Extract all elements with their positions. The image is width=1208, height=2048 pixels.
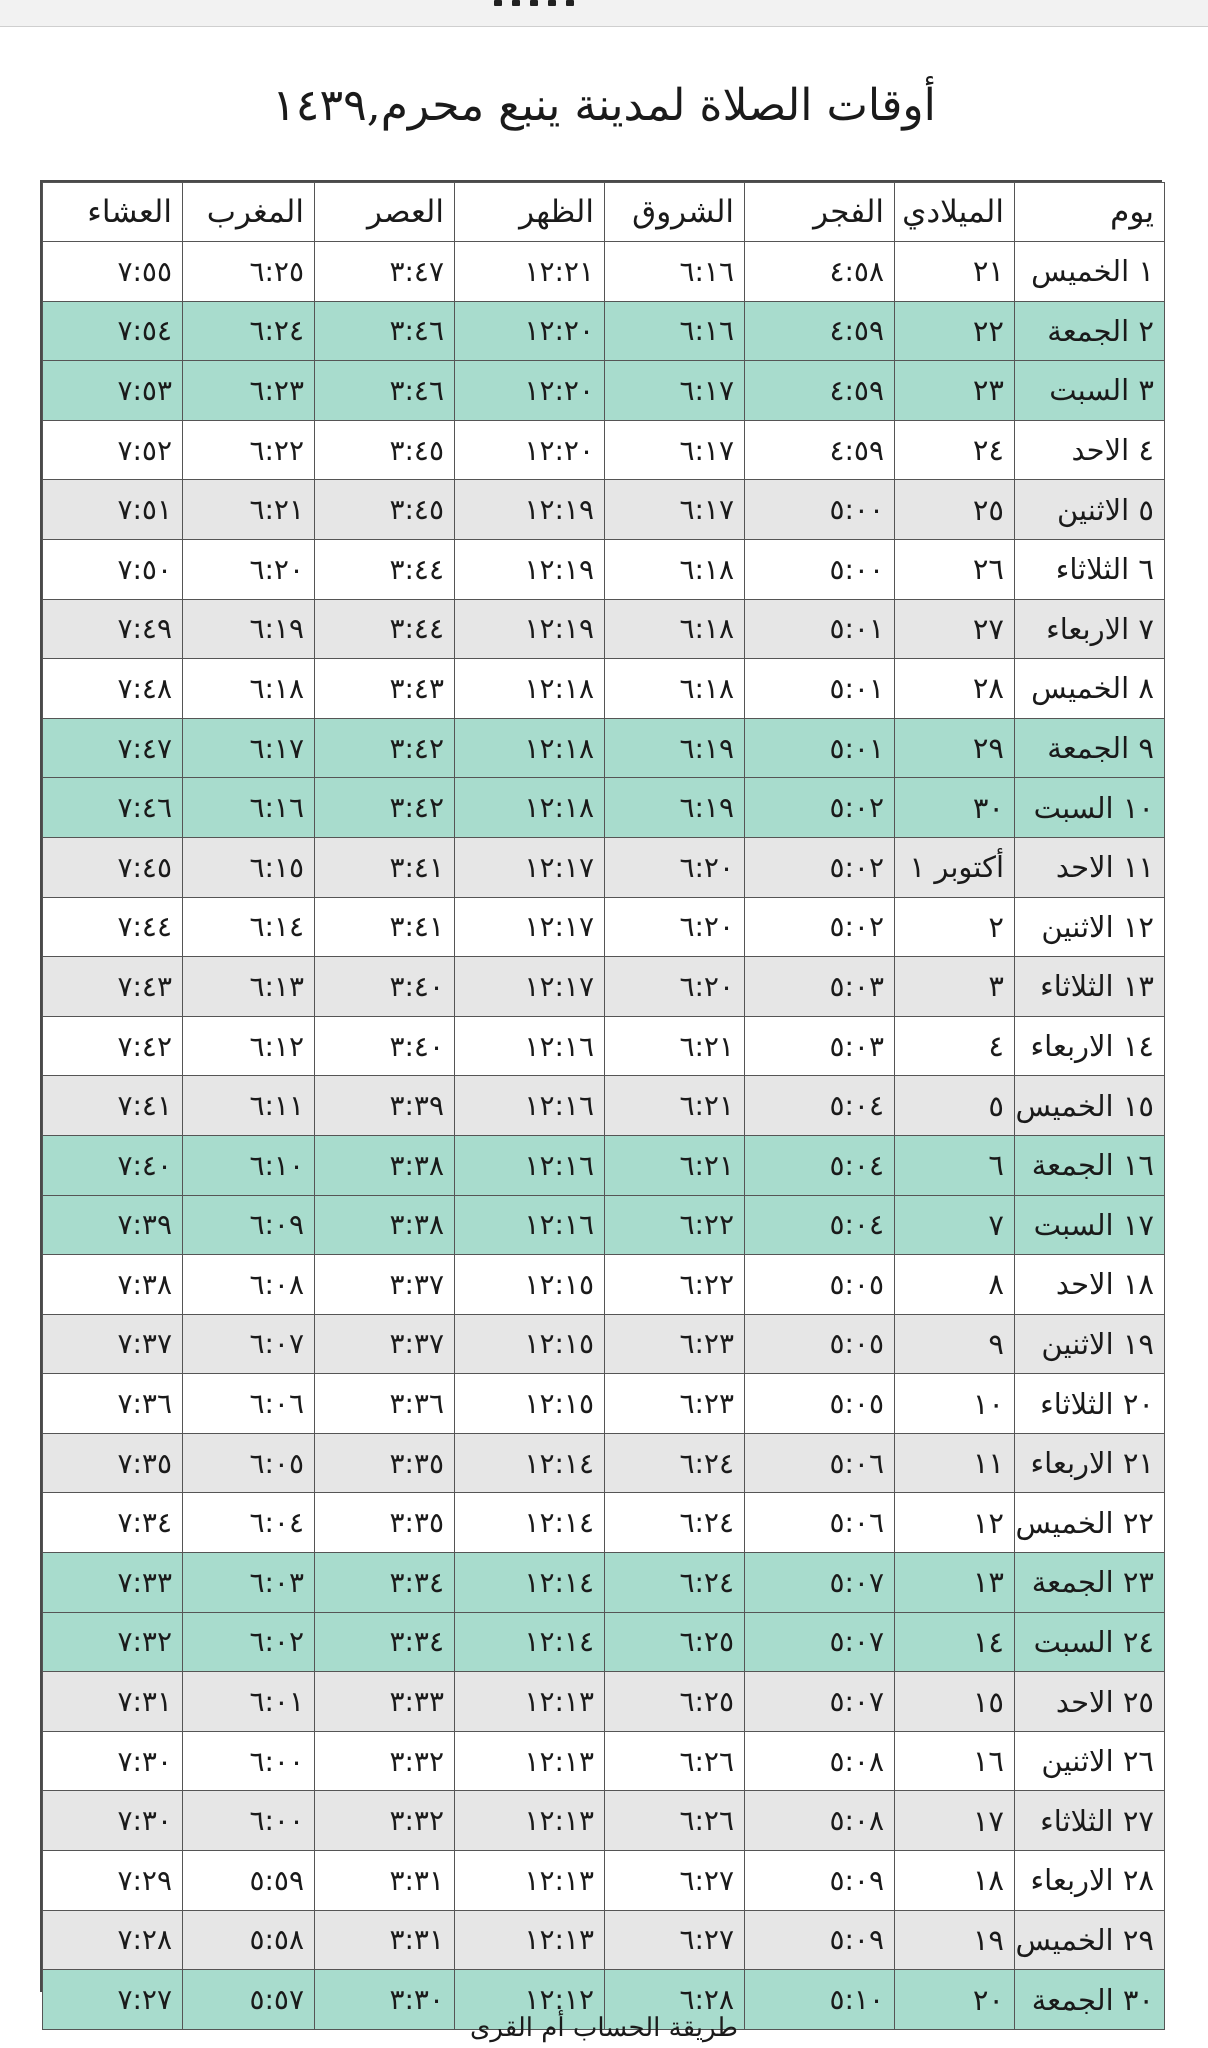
- top-bar: [0, 0, 1208, 27]
- cell-fajr: ٤:٥٩: [745, 361, 895, 421]
- cell-shuruq: ٦:١٦: [605, 242, 745, 302]
- table-row: [43, 301, 1165, 361]
- cell-fajr: ٥:٠٥: [745, 1374, 895, 1434]
- cell-asr: ٣:٤١: [315, 837, 455, 897]
- cell-maghrib: ٦:١٧: [183, 718, 315, 778]
- table-row: [43, 718, 1165, 778]
- cell-day: ٢٩ الخميس: [1015, 1910, 1165, 1970]
- cell-day: ١٠ السبت: [1015, 778, 1165, 838]
- cell-maghrib: ٦:٠٠: [183, 1791, 315, 1851]
- cell-shuruq: ٦:٢٤: [605, 1433, 745, 1493]
- cell-gregorian: ٣٠: [895, 778, 1015, 838]
- cell-asr: ٣:٣٩: [315, 1076, 455, 1136]
- cell-shuruq: ٦:٢٠: [605, 957, 745, 1017]
- cell-shuruq: ٦:١٧: [605, 420, 745, 480]
- cell-dhuhr: ١٢:١٤: [455, 1612, 605, 1672]
- cell-gregorian: ٢٨: [895, 659, 1015, 719]
- table-row: [43, 957, 1165, 1017]
- header-shuruq: الشروق: [605, 183, 745, 242]
- cell-asr: ٣:٤٧: [315, 242, 455, 302]
- cell-dhuhr: ١٢:١٨: [455, 778, 605, 838]
- cell-dhuhr: ١٢:١٧: [455, 837, 605, 897]
- table-row: [43, 1433, 1165, 1493]
- cell-maghrib: ٥:٥٩: [183, 1851, 315, 1911]
- cell-isha: ٧:٣١: [43, 1672, 183, 1732]
- cell-dhuhr: ١٢:١٣: [455, 1731, 605, 1791]
- cell-fajr: ٥:٠٣: [745, 1016, 895, 1076]
- cell-dhuhr: ١٢:٢١: [455, 242, 605, 302]
- cell-maghrib: ٦:٠٨: [183, 1255, 315, 1315]
- cell-fajr: ٤:٥٨: [745, 242, 895, 302]
- cell-dhuhr: ١٢:١٣: [455, 1851, 605, 1911]
- cell-day: ١ الخميس: [1015, 242, 1165, 302]
- cell-maghrib: ٦:١٨: [183, 659, 315, 719]
- cell-isha: ٧:٢٧: [43, 1970, 183, 2030]
- cell-gregorian: ٢٦: [895, 539, 1015, 599]
- cell-asr: ٣:٣٧: [315, 1314, 455, 1374]
- table-row: [43, 837, 1165, 897]
- table-row: [43, 778, 1165, 838]
- cell-gregorian: ١٤: [895, 1612, 1015, 1672]
- cell-shuruq: ٦:١٧: [605, 480, 745, 540]
- cell-asr: ٣:٣٥: [315, 1433, 455, 1493]
- cell-asr: ٣:٤٢: [315, 718, 455, 778]
- cell-isha: ٧:٥٤: [43, 301, 183, 361]
- cell-gregorian: ٧: [895, 1195, 1015, 1255]
- table-row: [43, 1195, 1165, 1255]
- cell-maghrib: ٦:٢١: [183, 480, 315, 540]
- cell-shuruq: ٦:٢٢: [605, 1255, 745, 1315]
- cell-fajr: ٤:٥٩: [745, 301, 895, 361]
- cell-day: ١٧ السبت: [1015, 1195, 1165, 1255]
- cell-fajr: ٥:٠٢: [745, 837, 895, 897]
- cell-day: ٤ الاحد: [1015, 420, 1165, 480]
- cell-day: ٩ الجمعة: [1015, 718, 1165, 778]
- cell-maghrib: ٦:٠١: [183, 1672, 315, 1732]
- cell-asr: ٣:٣٦: [315, 1374, 455, 1434]
- header-maghrib: المغرب: [183, 183, 315, 242]
- cell-fajr: ٥:٠٠: [745, 539, 895, 599]
- cell-fajr: ٥:٠٣: [745, 957, 895, 1017]
- cell-isha: ٧:٥٠: [43, 539, 183, 599]
- page-title: أوقات الصلاة لمدينة ينبع محرم,١٤٣٩: [272, 80, 936, 131]
- cell-day: ١١ الاحد: [1015, 837, 1165, 897]
- cell-dhuhr: ١٢:٢٠: [455, 361, 605, 421]
- header-dhuhr: الظهر: [455, 183, 605, 242]
- cell-gregorian: ١٠: [895, 1374, 1015, 1434]
- cell-isha: ٧:٣٠: [43, 1791, 183, 1851]
- cell-day: ٢٨ الاربعاء: [1015, 1851, 1165, 1911]
- cell-asr: ٣:٤٠: [315, 1016, 455, 1076]
- cell-shuruq: ٦:١٦: [605, 301, 745, 361]
- cell-maghrib: ٦:٠٩: [183, 1195, 315, 1255]
- cell-fajr: ٥:٠٧: [745, 1672, 895, 1732]
- cell-isha: ٧:٥٢: [43, 420, 183, 480]
- cell-isha: ٧:٣٣: [43, 1553, 183, 1613]
- cell-shuruq: ٦:١٧: [605, 361, 745, 421]
- cell-shuruq: ٦:٢٣: [605, 1374, 745, 1434]
- cell-day: ١٣ الثلاثاء: [1015, 957, 1165, 1017]
- cell-dhuhr: ١٢:١٣: [455, 1910, 605, 1970]
- cell-fajr: ٥:٠٧: [745, 1612, 895, 1672]
- table-row: [43, 1553, 1165, 1613]
- cell-asr: ٣:٣٧: [315, 1255, 455, 1315]
- table-row: [43, 1910, 1165, 1970]
- header-fajr: الفجر: [745, 183, 895, 242]
- top-bar-fragment: [486, 0, 582, 8]
- cell-asr: ٣:٤٤: [315, 599, 455, 659]
- cell-asr: ٣:٣١: [315, 1851, 455, 1911]
- cell-day: ٢٢ الخميس: [1015, 1493, 1165, 1553]
- cell-dhuhr: ١٢:١٩: [455, 480, 605, 540]
- header-gregorian: الميلادي: [895, 183, 1015, 242]
- cell-shuruq: ٦:٢٤: [605, 1553, 745, 1613]
- cell-day: ١٥ الخميس: [1015, 1076, 1165, 1136]
- cell-gregorian: ٢٧: [895, 599, 1015, 659]
- cell-dhuhr: ١٢:١٩: [455, 539, 605, 599]
- cell-shuruq: ٦:٢٧: [605, 1851, 745, 1911]
- cell-day: ١٢ الاثنين: [1015, 897, 1165, 957]
- cell-maghrib: ٦:٠٥: [183, 1433, 315, 1493]
- cell-day: ٢٣ الجمعة: [1015, 1553, 1165, 1613]
- cell-fajr: ٥:٠٦: [745, 1433, 895, 1493]
- cell-day: ٣ السبت: [1015, 361, 1165, 421]
- cell-dhuhr: ١٢:١٦: [455, 1076, 605, 1136]
- cell-isha: ٧:٤١: [43, 1076, 183, 1136]
- cell-shuruq: ٦:٢٦: [605, 1791, 745, 1851]
- cell-shuruq: ٦:١٩: [605, 778, 745, 838]
- cell-shuruq: ٦:٢٠: [605, 837, 745, 897]
- cell-shuruq: ٦:٢٢: [605, 1195, 745, 1255]
- cell-isha: ٧:٣٦: [43, 1374, 183, 1434]
- cell-asr: ٣:٣٢: [315, 1791, 455, 1851]
- cell-shuruq: ٦:٢٥: [605, 1672, 745, 1732]
- cell-day: ١٤ الاربعاء: [1015, 1016, 1165, 1076]
- cell-maghrib: ٦:٢٤: [183, 301, 315, 361]
- cell-fajr: ٥:٠٤: [745, 1135, 895, 1195]
- cell-day: ٦ الثلاثاء: [1015, 539, 1165, 599]
- cell-isha: ٧:٤٠: [43, 1135, 183, 1195]
- table-row: [43, 242, 1165, 302]
- cell-fajr: ٥:٠١: [745, 599, 895, 659]
- cell-asr: ٣:٤٣: [315, 659, 455, 719]
- cell-maghrib: ٦:٠٦: [183, 1374, 315, 1434]
- cell-asr: ٣:٣٠: [315, 1970, 455, 2030]
- cell-gregorian: ٢٠: [895, 1970, 1015, 2030]
- cell-day: ٨ الخميس: [1015, 659, 1165, 719]
- cell-fajr: ٥:٠١: [745, 718, 895, 778]
- cell-shuruq: ٦:١٩: [605, 718, 745, 778]
- cell-isha: ٧:٤٨: [43, 659, 183, 719]
- cell-maghrib: ٦:٠٤: [183, 1493, 315, 1553]
- cell-maghrib: ٦:٢٠: [183, 539, 315, 599]
- cell-shuruq: ٦:١٨: [605, 539, 745, 599]
- cell-shuruq: ٦:٢٠: [605, 897, 745, 957]
- cell-isha: ٧:٥٥: [43, 242, 183, 302]
- table-row: [43, 361, 1165, 421]
- cell-dhuhr: ١٢:٢٠: [455, 301, 605, 361]
- cell-dhuhr: ١٢:١٩: [455, 599, 605, 659]
- cell-fajr: ٥:٠٢: [745, 778, 895, 838]
- cell-isha: ٧:٣٩: [43, 1195, 183, 1255]
- table-row: [43, 1374, 1165, 1434]
- table-row: [43, 480, 1165, 540]
- cell-gregorian: ١٨: [895, 1851, 1015, 1911]
- table-row: [43, 599, 1165, 659]
- prayer-table: [42, 182, 1165, 2030]
- cell-maghrib: ٦:٠٣: [183, 1553, 315, 1613]
- cell-isha: ٧:٣٨: [43, 1255, 183, 1315]
- cell-isha: ٧:٤٣: [43, 957, 183, 1017]
- cell-shuruq: ٦:١٨: [605, 599, 745, 659]
- table-body: [43, 242, 1165, 2030]
- cell-asr: ٣:٤٢: [315, 778, 455, 838]
- cell-shuruq: ٦:١٨: [605, 659, 745, 719]
- cell-asr: ٣:٣٨: [315, 1135, 455, 1195]
- cell-dhuhr: ١٢:١٨: [455, 659, 605, 719]
- cell-maghrib: ٦:١٥: [183, 837, 315, 897]
- cell-gregorian: ١٧: [895, 1791, 1015, 1851]
- cell-isha: ٧:٢٨: [43, 1910, 183, 1970]
- cell-fajr: ٥:٠٢: [745, 897, 895, 957]
- cell-maghrib: ٦:١٤: [183, 897, 315, 957]
- cell-dhuhr: ١٢:١٦: [455, 1135, 605, 1195]
- cell-fajr: ٥:٠٤: [745, 1076, 895, 1136]
- cell-maghrib: ٦:٢٥: [183, 242, 315, 302]
- header-day: يوم: [1015, 183, 1165, 242]
- cell-isha: ٧:٤٢: [43, 1016, 183, 1076]
- cell-day: ٣٠ الجمعة: [1015, 1970, 1165, 2030]
- cell-maghrib: ٦:٠٠: [183, 1731, 315, 1791]
- table-row: [43, 1791, 1165, 1851]
- cell-gregorian: ٢٥: [895, 480, 1015, 540]
- cell-gregorian: ٢٢: [895, 301, 1015, 361]
- cell-isha: ٧:٤٧: [43, 718, 183, 778]
- cell-shuruq: ٦:٢٧: [605, 1910, 745, 1970]
- cell-day: ٢٤ السبت: [1015, 1612, 1165, 1672]
- cell-asr: ٣:٣٢: [315, 1731, 455, 1791]
- cell-maghrib: ٦:١٦: [183, 778, 315, 838]
- cell-gregorian: ١٢: [895, 1493, 1015, 1553]
- cell-isha: ٧:٢٩: [43, 1851, 183, 1911]
- table-row: [43, 539, 1165, 599]
- table-row: [43, 1851, 1165, 1911]
- cell-dhuhr: ١٢:١٥: [455, 1374, 605, 1434]
- cell-isha: ٧:٥١: [43, 480, 183, 540]
- cell-dhuhr: ١٢:١٤: [455, 1493, 605, 1553]
- header-isha: العشاء: [43, 183, 183, 242]
- cell-dhuhr: ١٢:١٦: [455, 1195, 605, 1255]
- cell-dhuhr: ١٢:١٣: [455, 1672, 605, 1732]
- cell-asr: ٣:٣٣: [315, 1672, 455, 1732]
- cell-shuruq: ٦:٢٥: [605, 1612, 745, 1672]
- cell-asr: ٣:٣٨: [315, 1195, 455, 1255]
- cell-day: ٢١ الاربعاء: [1015, 1433, 1165, 1493]
- cell-asr: ٣:٣٥: [315, 1493, 455, 1553]
- cell-isha: ٧:٣٠: [43, 1731, 183, 1791]
- cell-asr: ٣:٤٥: [315, 420, 455, 480]
- cell-day: ٢ الجمعة: [1015, 301, 1165, 361]
- cell-maghrib: ٦:٠٧: [183, 1314, 315, 1374]
- cell-asr: ٣:٣٤: [315, 1612, 455, 1672]
- table-row: [43, 420, 1165, 480]
- cell-asr: ٣:٤١: [315, 897, 455, 957]
- cell-isha: ٧:٤٤: [43, 897, 183, 957]
- cell-day: ٧ الاربعاء: [1015, 599, 1165, 659]
- table-header-row: [43, 183, 1165, 242]
- cell-fajr: ٥:٠٥: [745, 1314, 895, 1374]
- cell-shuruq: ٦:٢١: [605, 1076, 745, 1136]
- cell-fajr: ٤:٥٩: [745, 420, 895, 480]
- cell-maghrib: ٦:٠٢: [183, 1612, 315, 1672]
- cell-isha: ٧:٤٥: [43, 837, 183, 897]
- cell-dhuhr: ١٢:١٥: [455, 1255, 605, 1315]
- cell-maghrib: ٦:٢٣: [183, 361, 315, 421]
- cell-fajr: ٥:٠٠: [745, 480, 895, 540]
- cell-gregorian: ١١: [895, 1433, 1015, 1493]
- cell-isha: ٧:٣٢: [43, 1612, 183, 1672]
- cell-gregorian: ٢٩: [895, 718, 1015, 778]
- cell-gregorian: ٨: [895, 1255, 1015, 1315]
- cell-asr: ٣:٣١: [315, 1910, 455, 1970]
- cell-dhuhr: ١٢:١٥: [455, 1314, 605, 1374]
- cell-day: ٥ الاثنين: [1015, 480, 1165, 540]
- cell-maghrib: ٥:٥٧: [183, 1970, 315, 2030]
- cell-dhuhr: ١٢:١٤: [455, 1433, 605, 1493]
- cell-asr: ٣:٤٥: [315, 480, 455, 540]
- cell-dhuhr: ١٢:١٨: [455, 718, 605, 778]
- cell-asr: ٣:٣٤: [315, 1553, 455, 1613]
- cell-day: ١٩ الاثنين: [1015, 1314, 1165, 1374]
- cell-day: ٢٧ الثلاثاء: [1015, 1791, 1165, 1851]
- cell-fajr: ٥:٠٩: [745, 1910, 895, 1970]
- table-row: [43, 1135, 1165, 1195]
- cell-maghrib: ٦:١٠: [183, 1135, 315, 1195]
- table-row: [43, 1255, 1165, 1315]
- cell-day: ١٦ الجمعة: [1015, 1135, 1165, 1195]
- cell-shuruq: ٦:٢٤: [605, 1493, 745, 1553]
- cell-fajr: ٥:٠١: [745, 659, 895, 719]
- table-row: [43, 1612, 1165, 1672]
- cell-day: ٢٠ الثلاثاء: [1015, 1374, 1165, 1434]
- table-row: [43, 1076, 1165, 1136]
- cell-isha: ٧:٤٦: [43, 778, 183, 838]
- cell-gregorian: ١٩: [895, 1910, 1015, 1970]
- cell-shuruq: ٦:٢٨: [605, 1970, 745, 2030]
- table-row: [43, 1493, 1165, 1553]
- cell-dhuhr: ١٢:١٧: [455, 897, 605, 957]
- cell-day: ٢٦ الاثنين: [1015, 1731, 1165, 1791]
- cell-gregorian: ٢: [895, 897, 1015, 957]
- prayer-times-table: [40, 180, 1162, 2017]
- cell-gregorian: ٩: [895, 1314, 1015, 1374]
- table-row: [43, 1016, 1165, 1076]
- cell-isha: ٧:٣٧: [43, 1314, 183, 1374]
- cell-gregorian: ٣: [895, 957, 1015, 1017]
- cell-dhuhr: ١٢:٢٠: [455, 420, 605, 480]
- cell-maghrib: ٦:١٣: [183, 957, 315, 1017]
- cell-asr: ٣:٤٤: [315, 539, 455, 599]
- cell-maghrib: ٦:١٢: [183, 1016, 315, 1076]
- cell-maghrib: ٦:٢٢: [183, 420, 315, 480]
- cell-gregorian: ٦: [895, 1135, 1015, 1195]
- cell-maghrib: ٥:٥٨: [183, 1910, 315, 1970]
- cell-gregorian: أكتوبر ١: [895, 837, 1015, 897]
- cell-asr: ٣:٤٦: [315, 301, 455, 361]
- cell-isha: ٧:٣٥: [43, 1433, 183, 1493]
- cell-isha: ٧:٤٩: [43, 599, 183, 659]
- cell-day: ١٨ الاحد: [1015, 1255, 1165, 1315]
- cell-dhuhr: ١٢:١٧: [455, 957, 605, 1017]
- cell-gregorian: ٢٣: [895, 361, 1015, 421]
- cell-maghrib: ٦:١١: [183, 1076, 315, 1136]
- cell-fajr: ٥:٠٩: [745, 1851, 895, 1911]
- cell-maghrib: ٦:١٩: [183, 599, 315, 659]
- cell-fajr: ٥:٠٤: [745, 1195, 895, 1255]
- cell-fajr: ٥:١٠: [745, 1970, 895, 2030]
- cell-dhuhr: ١٢:١٦: [455, 1016, 605, 1076]
- cell-shuruq: ٦:٢١: [605, 1135, 745, 1195]
- cell-dhuhr: ١٢:١٢: [455, 1970, 605, 2030]
- calculation-method: طريقة الحساب أم القرى: [470, 2013, 738, 2043]
- cell-gregorian: ٢١: [895, 242, 1015, 302]
- cell-isha: ٧:٥٣: [43, 361, 183, 421]
- cell-asr: ٣:٤٦: [315, 361, 455, 421]
- cell-fajr: ٥:٠٥: [745, 1255, 895, 1315]
- cell-dhuhr: ١٢:١٤: [455, 1553, 605, 1613]
- cell-day: ٢٥ الاحد: [1015, 1672, 1165, 1732]
- table-row: [43, 1314, 1165, 1374]
- cell-gregorian: ٢٤: [895, 420, 1015, 480]
- header-asr: العصر: [315, 183, 455, 242]
- cell-shuruq: ٦:٢٣: [605, 1314, 745, 1374]
- cell-gregorian: ٥: [895, 1076, 1015, 1136]
- cell-shuruq: ٦:٢٦: [605, 1731, 745, 1791]
- cell-dhuhr: ١٢:١٣: [455, 1791, 605, 1851]
- table-row: [43, 1672, 1165, 1732]
- cell-gregorian: ١٦: [895, 1731, 1015, 1791]
- cell-gregorian: ١٣: [895, 1553, 1015, 1613]
- cell-fajr: ٥:٠٧: [745, 1553, 895, 1613]
- cell-asr: ٣:٤٠: [315, 957, 455, 1017]
- cell-gregorian: ٤: [895, 1016, 1015, 1076]
- cell-shuruq: ٦:٢١: [605, 1016, 745, 1076]
- table-row: [43, 1731, 1165, 1791]
- cell-gregorian: ١٥: [895, 1672, 1015, 1732]
- cell-fajr: ٥:٠٨: [745, 1731, 895, 1791]
- cell-isha: ٧:٣٤: [43, 1493, 183, 1553]
- table-row: [43, 897, 1165, 957]
- cell-fajr: ٥:٠٦: [745, 1493, 895, 1553]
- table-row: [43, 659, 1165, 719]
- cell-fajr: ٥:٠٨: [745, 1791, 895, 1851]
